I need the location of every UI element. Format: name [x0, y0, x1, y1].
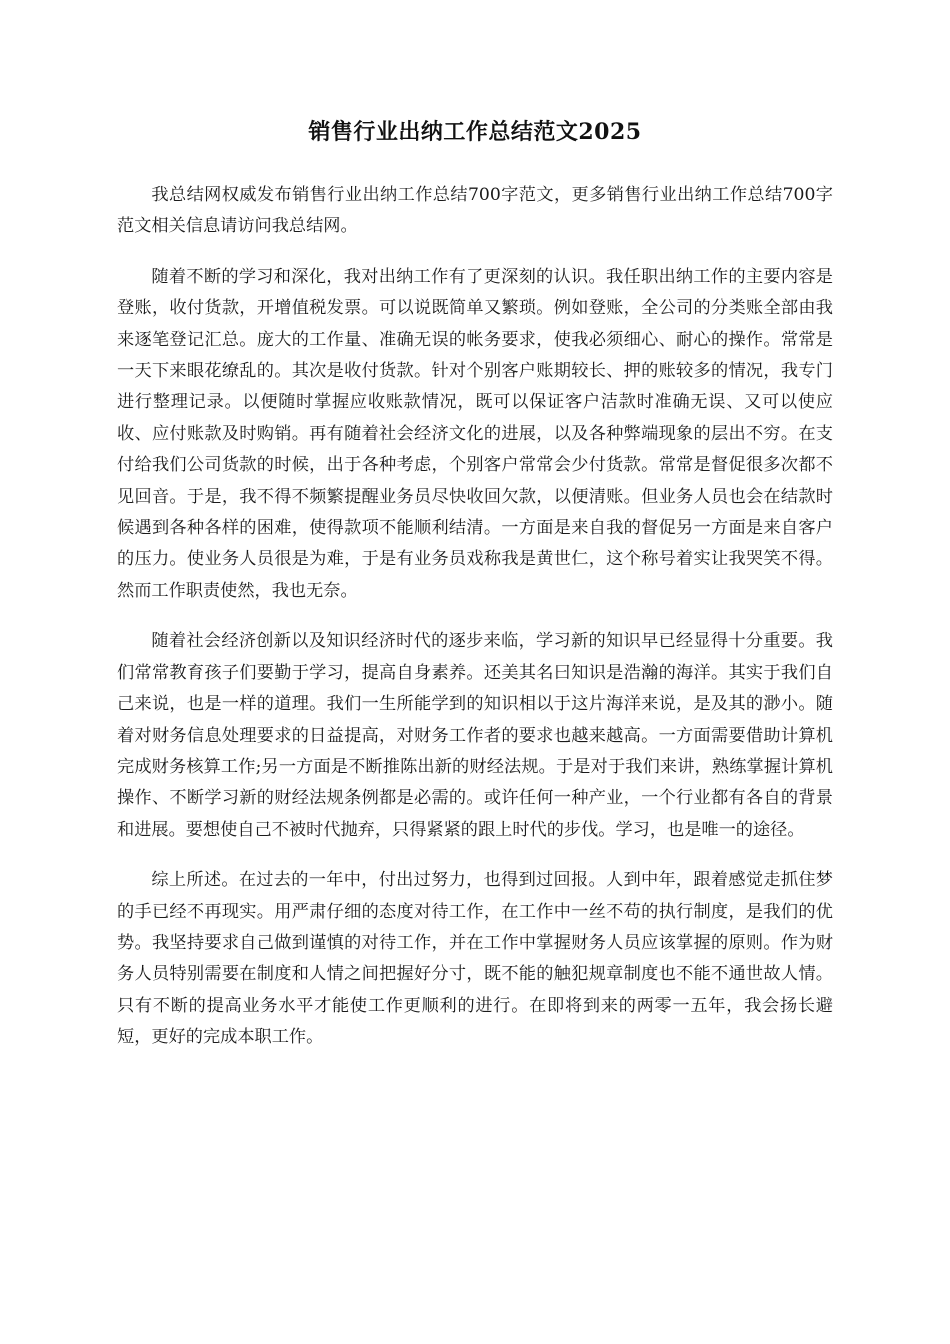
document-title: 销售行业出纳工作总结范文2025: [308, 119, 642, 145]
paragraph-conclusion: 综上所述。在过去的一年中，付出过努力，也得到过回报。人到中年，跟着感觉走抓住梦的手已经不再现实。用严肃仔细的态度对待工作，在工作中一丝不苟的执行制度，是我们的优势。我坚持要求自己做到谨慎的对待工作，并在工作中掌握财务人员应该掌握的原则。作为财务人员特别需要在制度和人情之间把握好分寸，既不能的触犯规章制度也不能不通世故人情。只有不断的提高业务水平才能使工作更顺利的进行。在即将到来的两零一五年，我会扬长避短，更好的完成本职工作。: [117, 870, 833, 1048]
paragraph-intro: 我总结网权威发布销售行业出纳工作总结700字范文，更多销售行业出纳工作总结700字范文相关信息请访问我总结网。: [117, 185, 833, 237]
paragraph-cashier-duties: 随着不断的学习和深化，我对出纳工作有了更深刻的认识。我任职出纳工作的主要内容是登账，收付货款，开增值税发票。可以说既简单又繁琐。例如登账，全公司的分类账全部由我来逐笔登记汇总。庞大的工作量、准确无误的帐务要求，使我必须细心、耐心的操作。常常是一天下来眼花缭乱的。其次是收付货款。针对个别客户账期较长、押的账较多的情况，我专门进行整理记录。以便随时掌握应收账款情况，既可以保证客户洁款时准确无误、又可以使应收、应付账款及时购销。再有随着社会经济文化的进展，以及各种弊端现象的层出不穷。在支付给我们公司货款的时候，出于各种考虑，个别客户常常会少付货款。常常是督促很多次都不见回音。于是，我不得不频繁提醒业务员尽快收回欠款，以便清账。但业务人员也会在结款时候遇到各种各样的困难，使得款项不能顺利结清。一方面是来自我的督促另一方面是来自客户的压力。使业务人员很是为难，于是有业务员戏称我是黄世仁，这个称号着实让我哭笑不得。然而工作职责使然，我也无奈。: [117, 266, 833, 601]
paragraph-learning: 随着社会经济创新以及知识经济时代的逐步来临，学习新的知识早已经显得十分重要。我们常常教育孩子们要勤于学习，提高自身素养。还美其名曰知识是浩瀚的海洋。其实于我们自己来说，也是一样的道理。我们一生所能学到的知识相以于这片海洋来说，是及其的渺小。随着对财务信息处理要求的日益提高，对财务工作者的要求也越来越高。一方面需要借助计算机完成财务核算工作;另一方面是不断推陈出新的财经法规。于是对于我们来讲，熟练掌握计算机操作、不断学习新的财经法规条例都是必需的。或许任何一种产业，一个行业都有各自的背景和进展。要想使自己不被时代抛弃，只得紧紧的跟上时代的步伐。学习，也是唯一的途径。: [117, 631, 833, 840]
document-body: [117, 180, 833, 1073]
